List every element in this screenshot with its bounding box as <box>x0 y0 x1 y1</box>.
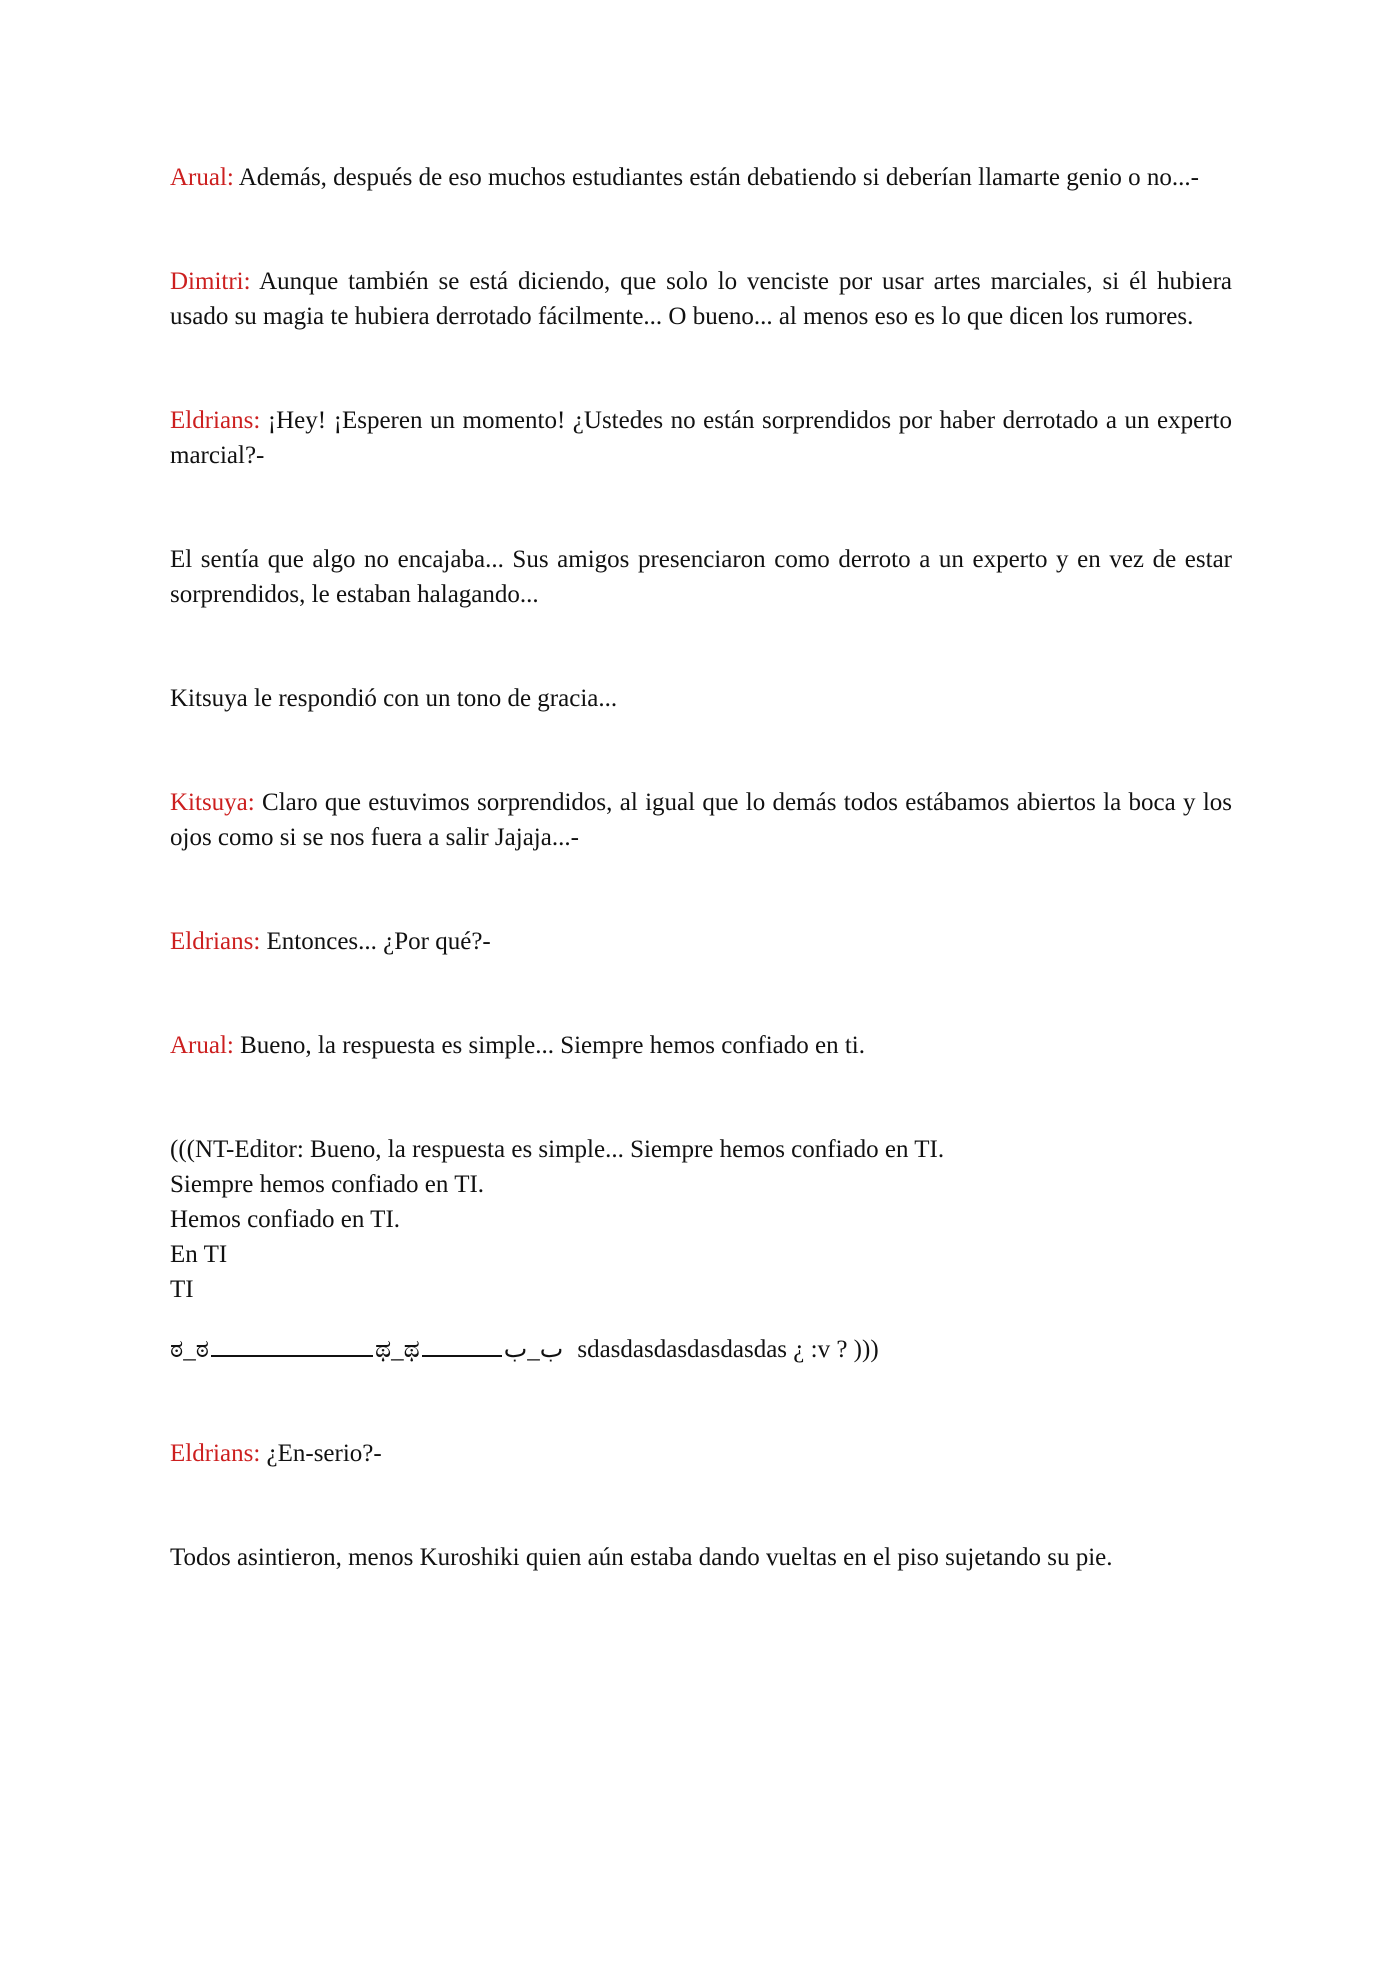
speaker-name: Arual: <box>170 1032 234 1059</box>
paragraph-text: ¡Hey! ¡Esperen un momento! ¿Ustedes no están sorprendidos por haber derrotado a un experto marcial?- <box>170 407 1232 469</box>
speaker-name: Eldrians: <box>170 407 261 434</box>
dialogue-paragraph <box>170 403 1232 473</box>
underline-blank <box>211 1351 373 1357</box>
paragraph-text: Además, después de eso muchos estudiantes están debatiendo si deberían llamarte genio o no...- <box>233 164 1199 191</box>
paragraph-text: Entonces... ¿Por qué?- <box>260 928 491 955</box>
emoticon-face: ಠ_ಠ <box>170 1336 209 1363</box>
dialogue-paragraph <box>170 924 1232 959</box>
dialogue-paragraph <box>170 264 1232 334</box>
paragraph-text: ¿En-serio?- <box>260 1440 382 1467</box>
note-line: En TI <box>170 1241 228 1268</box>
note-line: Hemos confiado en TI. <box>170 1206 401 1233</box>
speaker-name: Eldrians: <box>170 928 261 955</box>
narration-paragraph <box>170 542 1232 612</box>
paragraph-text: Bueno, la respuesta es simple... Siempre hemos confiado en ti. <box>233 1032 865 1059</box>
note-line: Siempre hemos confiado en TI. <box>170 1171 485 1198</box>
dialogue-paragraph <box>170 160 1232 195</box>
emoticon-face: ب_ب <box>503 1336 564 1363</box>
note-line: (((NT-Editor: Bueno, la respuesta es simple... Siempre hemos confiado en TI. <box>170 1136 945 1163</box>
translator-note <box>170 1132 1232 1367</box>
dialogue-paragraph <box>170 1436 1232 1471</box>
emoticon-face: ಥ_ಥ <box>374 1336 420 1363</box>
paragraph-text: El sentía que algo no encajaba... Sus amigos presenciaron como derroto a un experto y en vez de estar sorprendidos, le estaban halagando... <box>170 546 1232 608</box>
speaker-name: Dimitri: <box>170 268 251 295</box>
document-page <box>170 160 1232 1644</box>
underline-blank <box>422 1351 502 1357</box>
note-emoticon-line <box>170 1332 1232 1367</box>
note-tail-text: sdasdasdasdasdasdas ¿ :v ? ))) <box>577 1336 879 1363</box>
narration-paragraph <box>170 681 1232 716</box>
paragraph-text: Kitsuya le respondió con un tono de gracia... <box>170 685 618 712</box>
note-line: TI <box>170 1276 194 1303</box>
dialogue-paragraph <box>170 1028 1232 1063</box>
paragraph-text: Todos asintieron, menos Kuroshiki quien aún estaba dando vueltas en el piso sujetando su pie. <box>170 1544 1113 1571</box>
paragraph-text: Aunque también se está diciendo, que solo lo venciste por usar artes marciales, si él hubiera usado su magia te hubiera derrotado fácilmente... O bueno... al menos eso es lo que dicen los rumores. <box>170 268 1232 330</box>
narration-paragraph <box>170 1540 1232 1575</box>
dialogue-paragraph <box>170 785 1232 855</box>
speaker-name: Eldrians: <box>170 1440 261 1467</box>
paragraph-text: Claro que estuvimos sorprendidos, al igual que lo demás todos estábamos abiertos la boca y los ojos como si se nos fuera a salir Jajaja...- <box>170 789 1232 851</box>
speaker-name: Arual: <box>170 164 234 191</box>
speaker-name: Kitsuya: <box>170 789 255 816</box>
